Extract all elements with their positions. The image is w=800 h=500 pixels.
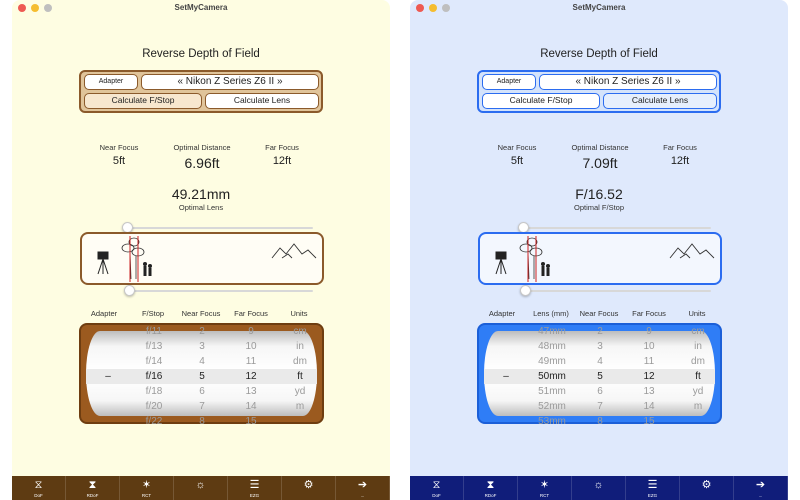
picker-cell-value: 52mm [538,401,566,412]
picker-cell-near: 8 [199,416,205,427]
picker-cell-far: 14 [643,401,655,412]
picker-row[interactable] [484,354,715,369]
picker-cell-near: 3 [199,341,205,352]
picker-cell-near: 2 [597,326,603,337]
mountains-icon [272,244,316,258]
picker-cell-value: f/20 [145,401,163,412]
optimal-distance-value: 6.96ft [184,155,220,171]
picker-row[interactable] [86,324,317,339]
picker-cell-value: f/18 [145,386,163,397]
column-header-units: Units [688,309,706,318]
window-title: SetMyCamera [174,3,228,12]
column-header-far-focus: Far Focus [234,309,268,318]
rct-icon: ✶ [539,479,550,491]
close-window-button[interactable] [416,4,424,12]
near-focus-label: Near Focus [497,143,537,152]
picker-cell-far: 9 [248,326,254,337]
camera-tripod-icon [98,252,108,274]
tab-label: EZG [647,493,658,498]
picker-cell-near: 7 [199,401,205,412]
picker-cell-far: 15 [643,416,655,427]
column-header-lens: Lens (mm) [533,309,569,318]
picker-row[interactable] [86,339,317,354]
near-focus-value: 5ft [112,155,126,167]
value-picker-frame [79,323,324,427]
far-focus-label: Far Focus [663,143,697,152]
tab-rct[interactable] [120,476,174,500]
rct-icon: ✶ [141,479,152,491]
arrow-right-icon: ➔ [755,479,766,491]
picker-cell-units: dm [691,356,705,367]
picker-cell-far: 10 [643,341,655,352]
picker-cell-far: 9 [646,326,652,337]
value-picker[interactable] [86,326,317,427]
picker-row[interactable] [86,384,317,399]
tab-label: RCT [539,493,550,498]
column-header-fstop: F/Stop [141,309,165,318]
camera-tripod-icon [496,252,506,274]
tab-rdof[interactable] [464,476,518,500]
picker-cell-far: 12 [245,371,257,382]
rdof-icon: ⧗ [486,479,495,491]
value-picker[interactable] [484,326,715,427]
picker-cell-units: in [694,341,702,352]
picker-cell-units: yd [692,386,704,397]
tab-label: EZG [249,493,260,498]
tab-ezg[interactable] [626,476,680,500]
picker-cell-units: m [693,401,703,412]
tab-gear[interactable] [282,476,336,500]
picker-cell-adapter: – [105,371,111,382]
tab-label: RDoF [86,493,99,498]
picker-row[interactable] [484,384,715,399]
tab-bar [410,476,788,500]
column-header-far-focus: Far Focus [632,309,666,318]
picker-cell-units: cm [293,326,307,337]
picker-row[interactable] [86,354,317,369]
picker-cell-value: 47mm [538,326,566,337]
scene-illustration [478,232,722,285]
picker-cell-value: 49mm [538,356,566,367]
optimal-distance-label: Optimal Distance [173,143,231,152]
people-icon [143,262,152,276]
picker-cell-near: 4 [199,356,205,367]
column-header-near-focus: Near Focus [579,309,619,318]
picker-row[interactable] [86,414,317,429]
ezg-icon: ☰ [647,479,658,491]
picker-cell-value: f/13 [145,341,163,352]
picker-cell-units: ft [695,371,701,382]
tab-bulb[interactable] [572,476,626,500]
mountains-icon [670,244,714,258]
picker-row[interactable] [484,414,715,429]
picker-row[interactable] [484,324,715,339]
arrow-right-icon: ➔ [357,479,368,491]
trees-icon [520,238,542,279]
picker-row[interactable] [484,339,715,354]
window-title: SetMyCamera [572,3,626,12]
window-reverse-dof-fstop [410,0,788,500]
tab-rct[interactable] [518,476,572,500]
near-focus-label: Near Focus [99,143,139,152]
page-title: Reverse Depth of Field [142,48,260,60]
titlebar [12,0,390,16]
picker-cell-far: 13 [245,386,257,397]
picker-cell-value: 48mm [538,341,566,352]
tab-rdof[interactable] [66,476,120,500]
picker-cell-units: m [295,401,305,412]
picker-row[interactable] [484,399,715,414]
tab-label: DoF [34,493,43,498]
picker-cell-near: 6 [597,386,603,397]
picker-cell-near: 5 [199,371,205,382]
focus-slider-track[interactable] [127,290,313,292]
focus-slider-knob[interactable] [124,285,135,296]
calculate-lens-button[interactable]: Calculate Lens [205,93,319,109]
picker-cell-units: in [296,341,304,352]
picker-cell-far: 15 [245,416,257,427]
calculate-fstop-button[interactable]: Calculate F/Stop [482,93,600,109]
picker-cell-near: 4 [597,356,603,367]
depth-of-field-scene [480,234,720,283]
optimal-lens-label: Optimal Lens [178,203,224,212]
column-header-units: Units [290,309,308,318]
picker-cell-value: f/22 [145,416,163,427]
calculate-fstop-button[interactable]: Calculate F/Stop [84,93,202,109]
picker-cell-far: 11 [643,356,655,367]
tab-label: ... [758,493,763,498]
tab-label: ... [360,493,365,498]
camera-selector-panel [79,70,323,113]
picker-cell-far: 13 [643,386,655,397]
ezg-icon: ☰ [249,479,260,491]
tab-more[interactable] [734,476,788,500]
bulb-icon: ☼ [593,479,604,491]
optimal-distance-value: 7.09ft [582,155,618,171]
optimal-fstop-value: F/16.52 [575,186,623,202]
tab-dof[interactable] [410,476,464,500]
camera-select-button[interactable]: « Nikon Z Series Z6 II » [141,74,319,90]
picker-cell-far: 11 [245,356,257,367]
zoom-window-button[interactable] [44,4,52,12]
picker-cell-value: 50mm [538,371,566,382]
picker-row[interactable] [86,399,317,414]
value-picker-frame [477,323,722,427]
traffic-lights [416,4,450,12]
calculate-lens-button[interactable]: Calculate Lens [603,93,717,109]
picker-cell-adapter: – [503,371,509,382]
people-icon [541,262,550,276]
page-title: Reverse Depth of Field [540,48,658,60]
far-focus-value: 12ft [272,155,292,167]
dof-icon: ⧖ [34,479,43,491]
adapter-button[interactable]: Adapter [482,74,536,90]
picker-cell-far: 14 [245,401,257,412]
picker-row-selected[interactable] [484,369,715,384]
far-focus-value: 12ft [670,155,690,167]
picker-cell-value: 53mm [538,416,566,427]
gear-icon: ⚙ [303,479,314,491]
camera-select-button[interactable]: « Nikon Z Series Z6 II » [539,74,717,90]
tab-bar [12,476,390,500]
picker-cell-units: dm [293,356,307,367]
tab-label: RCT [141,493,152,498]
zoom-window-button[interactable] [442,4,450,12]
picker-cell-value: f/16 [145,371,163,382]
tab-label: DoF [432,493,441,498]
tab-gear[interactable] [680,476,734,500]
tab-dof[interactable] [12,476,66,500]
near-focus-value: 5ft [510,155,524,167]
picker-cell-near: 8 [597,416,603,427]
focus-slider-track[interactable] [525,290,711,292]
tab-label: RDoF [484,493,497,498]
distance-slider-track[interactable] [127,227,313,229]
dof-icon: ⧖ [432,479,441,491]
picker-cell-value: f/11 [146,326,162,337]
tab-ezg[interactable] [228,476,282,500]
bulb-icon: ☼ [195,479,206,491]
rdof-icon: ⧗ [88,479,97,491]
column-header-adapter: Adapter [488,309,516,318]
picker-cell-near: 7 [597,401,603,412]
picker-cell-far: 10 [245,341,257,352]
minimize-window-button[interactable] [429,4,437,12]
minimize-window-button[interactable] [31,4,39,12]
far-focus-label: Far Focus [265,143,299,152]
tab-more[interactable] [336,476,390,500]
gear-icon: ⚙ [701,479,712,491]
titlebar [410,0,788,16]
picker-cell-units: cm [691,326,705,337]
depth-of-field-scene [82,234,322,283]
close-window-button[interactable] [18,4,26,12]
picker-cell-units: yd [294,386,306,397]
picker-cell-near: 6 [199,386,205,397]
column-header-adapter: Adapter [90,309,118,318]
picker-row-selected[interactable] [86,369,317,384]
adapter-button[interactable]: Adapter [84,74,138,90]
window-reverse-dof-lens [12,0,390,500]
picker-cell-near: 3 [597,341,603,352]
tab-bulb[interactable] [174,476,228,500]
picker-cell-value: f/14 [145,356,163,367]
focus-slider-knob[interactable] [520,285,531,296]
optimal-fstop-label: Optimal F/Stop [573,203,625,212]
camera-selector-panel [477,70,721,113]
picker-cell-value: 51mm [538,386,566,397]
distance-slider-track[interactable] [525,227,711,229]
traffic-lights [18,4,52,12]
column-header-near-focus: Near Focus [181,309,221,318]
scene-illustration [80,232,324,285]
picker-cell-units: ft [297,371,303,382]
picker-cell-near: 5 [597,371,603,382]
picker-cell-far: 12 [643,371,655,382]
optimal-distance-label: Optimal Distance [571,143,629,152]
trees-icon [122,238,144,279]
optimal-lens-value: 49.21mm [171,186,231,202]
picker-cell-near: 2 [199,326,205,337]
